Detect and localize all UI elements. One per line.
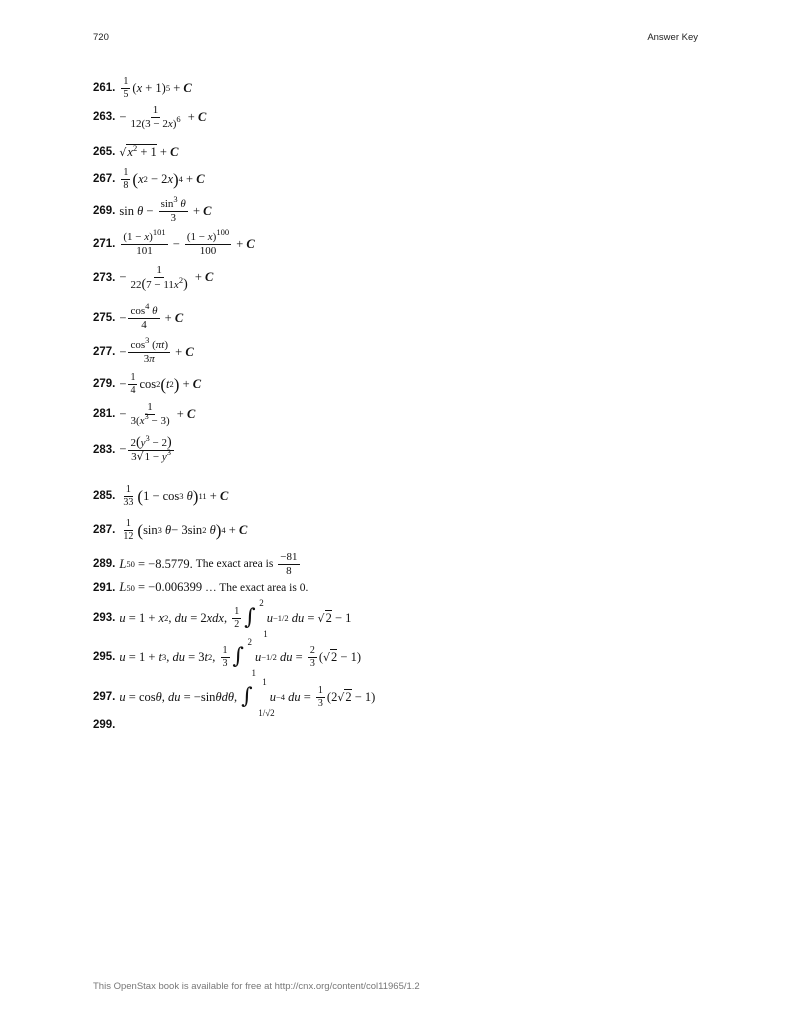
answer-number: 269. <box>93 205 116 218</box>
answer-number: 291. <box>93 581 116 594</box>
answer-275 <box>93 301 184 331</box>
answer-291 <box>93 580 311 595</box>
l50-value: −0.006399 <box>148 580 203 594</box>
answer-number: 275. <box>93 312 116 325</box>
section-title: Answer Key <box>647 32 698 43</box>
answer-expression: L 50 = −0.006399 … The exact area is 0. <box>119 580 309 594</box>
answer-number: 289. <box>93 558 116 571</box>
answer-number: 283. <box>93 443 116 456</box>
answer-number: 277. <box>93 346 116 359</box>
answer-281 <box>93 401 195 427</box>
answer-295 <box>93 637 361 678</box>
exact-area-text: The exact area is <box>195 558 274 571</box>
answer-expression: − 1 $22(7 - 11x^2)$ + C <box>119 264 214 292</box>
answer-expression: − $\cos^4 \theta$ 4 + C <box>119 301 184 331</box>
answer-expression: 1 33 ( 1 − cos 3 θ ) 11 + C <box>123 484 229 508</box>
answer-expression: u = 1 + x 2 , du = 2 xdx , 1 2 ∫ 2 1 u −1/2 du = √ 2 − 1 <box>119 598 352 639</box>
l50-value: −8.5779. <box>148 556 193 571</box>
answer-number: 273. <box>93 271 116 284</box>
answer-expression: u = cos θ , du = −sin θdθ , ∫ 1 1/√2 u −4 du = 1 3 (2 √ 2 − 1) <box>119 677 376 718</box>
footer-note: This OpenStax book is available for free at http://cnx.org/content/col11965/1.2 <box>93 981 420 992</box>
answer-expression: u = 1 + t 3 , du = 3 t 2 , 1 3 ∫ 2 1 u −1/2 du = 2 3 ( √ 2 − 1) <box>119 637 361 678</box>
answer-number: 297. <box>93 691 116 703</box>
answer-expression: − 1 4 cos 2 ( t 2 ) + C <box>119 372 202 396</box>
answer-number: 267. <box>93 173 116 185</box>
answer-expression: $(1 - x)^{101}$ 101 − $(1 - x)^{100}$ 100 + C <box>123 227 255 257</box>
answer-293 <box>93 598 352 639</box>
answer-expression: − $2(y^3 - 2)$ $3√1 - y^3$ <box>119 433 172 463</box>
exact-area-text: … The exact area is 0. <box>205 581 309 594</box>
answer-265 <box>93 144 178 160</box>
answer-289 <box>93 551 302 577</box>
answer-273 <box>93 264 213 292</box>
answer-number: 293. <box>93 612 116 624</box>
answer-number: 295. <box>93 651 116 663</box>
answer-285 <box>93 484 228 508</box>
answer-number: 271. <box>93 238 116 251</box>
answer-279 <box>93 372 201 396</box>
answer-263 <box>93 104 206 130</box>
answer-expression: L 50 = −8.5779. The exact area is −81 8 <box>119 551 298 577</box>
answer-287 <box>93 518 247 542</box>
answer-number: 287. <box>93 524 116 536</box>
answer-number: 299. <box>93 719 116 731</box>
answer-number: 279. <box>93 378 116 390</box>
answer-number: 285. <box>93 490 116 502</box>
answer-297 <box>93 677 376 718</box>
answer-number: 265. <box>93 146 116 158</box>
page-number: 720 <box>93 32 109 43</box>
answer-expression: − 1 $3(x^3 - 3)$ + C <box>119 401 196 427</box>
answer-271 <box>93 227 255 257</box>
answer-277 <box>93 335 194 365</box>
answer-expression: 1 8 ( x 2 − 2 x ) 4 + C <box>123 167 205 191</box>
answer-number: 281. <box>93 408 116 421</box>
answer-269 <box>93 194 212 224</box>
answer-expression: 1 12 ( sin 3 θ − 3sin 2 θ ) 4 + C <box>123 518 248 542</box>
answer-283 <box>93 433 176 464</box>
answer-expression: − $\cos^3 (\pi t)$ 3π + C <box>119 335 194 365</box>
answer-299 <box>93 719 119 731</box>
answer-expression: sin θ − $\sin^3 \theta$ 3 + C <box>119 194 212 224</box>
answer-expression: − 1 $12(3 - 2x)^6$ + C <box>119 104 207 130</box>
answer-261 <box>93 76 192 100</box>
answer-number: 261. <box>93 82 116 94</box>
answer-expression: 1 5 ( x + 1) 5 + C <box>123 76 192 100</box>
answer-267 <box>93 167 205 191</box>
answer-expression: √ $x^2 + 1$ + C <box>119 143 179 159</box>
answer-number: 263. <box>93 111 116 124</box>
